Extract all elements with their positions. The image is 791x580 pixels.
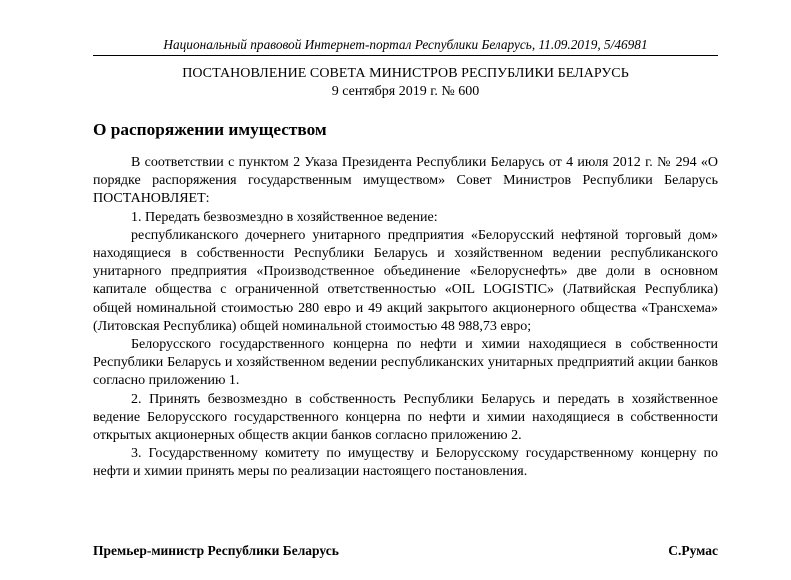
document-date-number: 9 сентября 2019 г. № 600 bbox=[331, 84, 480, 99]
paragraph-item-3: 3. Государственному комитету по имуществу и Белорусскому государственному концерну по нефти и химии принять меры по реализации настоящего постановления. bbox=[93, 446, 718, 480]
paragraph-item-1: 1. Передать безвозмездно в хозяйственное ведение: bbox=[131, 209, 438, 225]
publication-source: Национальный правовой Интернет-портал Республики Беларусь, 11.09.2019, 5/46981 bbox=[93, 36, 718, 56]
signatory-name: С.Румас bbox=[668, 543, 718, 558]
signatory-position: Премьер-министр Республики Беларусь bbox=[93, 543, 339, 558]
paragraph-item-1-sub-2: Белорусского государственного концерна по нефти и химии находящиеся в собственности Республики Беларусь и хозяйственном ведении республиканских унитарных предприятий акции банков согласно приложению 1. bbox=[93, 337, 718, 389]
paragraph-item-2: 2. Принять безвозмездно в собственность Республики Беларусь и передать в хозяйственное ведение Белорусского государственного концерна по нефти и химии находящиеся в собственности открытых акционерных обществ акции банков согласно приложению 2. bbox=[93, 391, 718, 444]
paragraph-item-1-sub-1: республиканского дочернего унитарного предприятия «Белорусский нефтяной торговый дом» находящиеся в собственности Республики Беларусь и хозяйственном ведении республиканского унитарного предприятия «Производственное объединение «Белоруснефть» две доли в основном капитале общества с ограниченной ответственностью «OIL LOGISTIC» (Латвийская Республика) общей номинальной стоимостью 280 евро и 49 акций закрытого акционерного общества «Трансхема» (Литовская Республика) общей номинальной стоимостью 48 988,73 евро; bbox=[93, 227, 718, 334]
document-type: ПОСТАНОВЛЕНИЕ СОВЕТА МИНИСТРОВ РЕСПУБЛИКИ БЕЛАРУСЬ bbox=[182, 66, 629, 81]
paragraph-preamble: В соответствии с пунктом 2 Указа Президента Республики Беларусь от 4 июля 2012 г. № 294 «О порядке распоряжения государственным имуществом» Совет Министров Республики Беларусь ПОСТАНОВЛЯЕТ: bbox=[93, 155, 718, 207]
document-title: О распоряжении имуществом bbox=[93, 120, 327, 139]
document-page bbox=[93, 0, 718, 580]
document-body bbox=[93, 154, 718, 482]
